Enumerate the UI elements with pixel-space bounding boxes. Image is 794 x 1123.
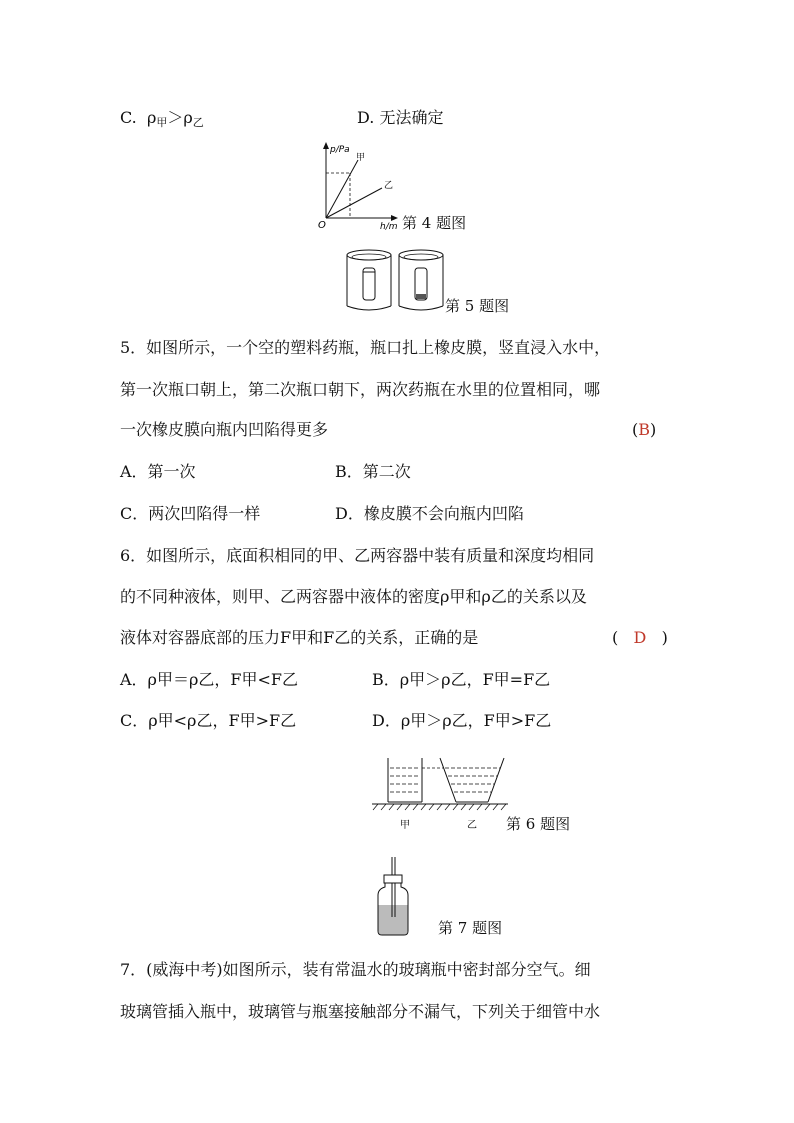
q5-option-a: A．第一次 — [120, 462, 196, 481]
figure-7-caption: 第 7 题图 — [438, 919, 503, 937]
q7-text-line1: 7．(威海中考)如图所示，装有常温水的玻璃瓶中密封部分空气。细 — [120, 960, 591, 979]
q6-text-line3: 液体对容器底部的压力F甲和F乙的关系，正确的是 — [120, 628, 479, 647]
q6-text-line2: 的不同种液体，则甲、乙两容器中液体的密度ρ甲和ρ乙的关系以及 — [120, 587, 587, 606]
fig4-y-label: p/Pa — [330, 145, 350, 155]
figure-4-graph — [310, 140, 405, 232]
q5-answer-bracket: (B) — [632, 420, 657, 439]
q4-option-d: D. 无法确定 — [357, 108, 444, 127]
figure-7-bottle — [372, 855, 412, 937]
q5-text-line1: 5．如图所示，一个空的塑料药瓶，瓶口扎上橡皮膜，竖直浸入水中， — [120, 338, 611, 357]
q6-answer: D — [633, 628, 647, 647]
q7-text-line2: 玻璃管插入瓶中，玻璃管与瓶塞接触部分不漏气，下列关于细管中水 — [120, 1002, 601, 1021]
q4-option-c: C. $\rho_甲>\rho_乙$ — [120, 108, 204, 129]
fig4-origin: O — [318, 220, 326, 231]
q6-option-c: C．ρ甲<ρ乙，F甲>F乙 — [120, 711, 297, 730]
q6-answer-bracket: ( D ) — [612, 628, 668, 647]
q5-text-line2: 第一次瓶口朝上，第二次瓶口朝下，两次药瓶在水里的位置相同，哪 — [120, 380, 601, 399]
figure-6-caption: 第 6 题图 — [506, 815, 571, 833]
fig4-x-label: h/m — [380, 222, 398, 232]
figure-5-caption: 第 5 题图 — [445, 297, 510, 315]
q5-text-line3: 一次橡皮膜向瓶内凹陷得更多 — [120, 420, 329, 439]
fig6-label-jia: 甲 — [400, 820, 410, 831]
q5-option-c: C．两次凹陷得一样 — [120, 504, 261, 523]
fig4-line2-label: 乙 — [384, 181, 394, 191]
q5-option-d: D．橡皮膜不会向瓶内凹陷 — [335, 504, 524, 523]
fig6-label-yi: 乙 — [467, 820, 477, 831]
q6-option-b: B．ρ甲＞ρ乙，F甲=F乙 — [372, 670, 551, 689]
q5-option-b: B．第二次 — [335, 462, 411, 481]
q6-option-a: A．ρ甲＝ρ乙，F甲<F乙 — [120, 670, 298, 689]
fig4-line1-label: 甲 — [356, 153, 366, 163]
figure-5-bottles — [343, 248, 445, 316]
q6-text-line1: 6．如图所示，底面积相同的甲、乙两容器中装有质量和深度均相同 — [120, 546, 595, 565]
figure-4-caption: 第 4 题图 — [402, 214, 467, 232]
q5-answer: B — [638, 420, 651, 439]
figure-6-containers — [370, 752, 510, 834]
q6-option-d: D．ρ甲＞ρ乙，F甲>F乙 — [372, 711, 552, 730]
